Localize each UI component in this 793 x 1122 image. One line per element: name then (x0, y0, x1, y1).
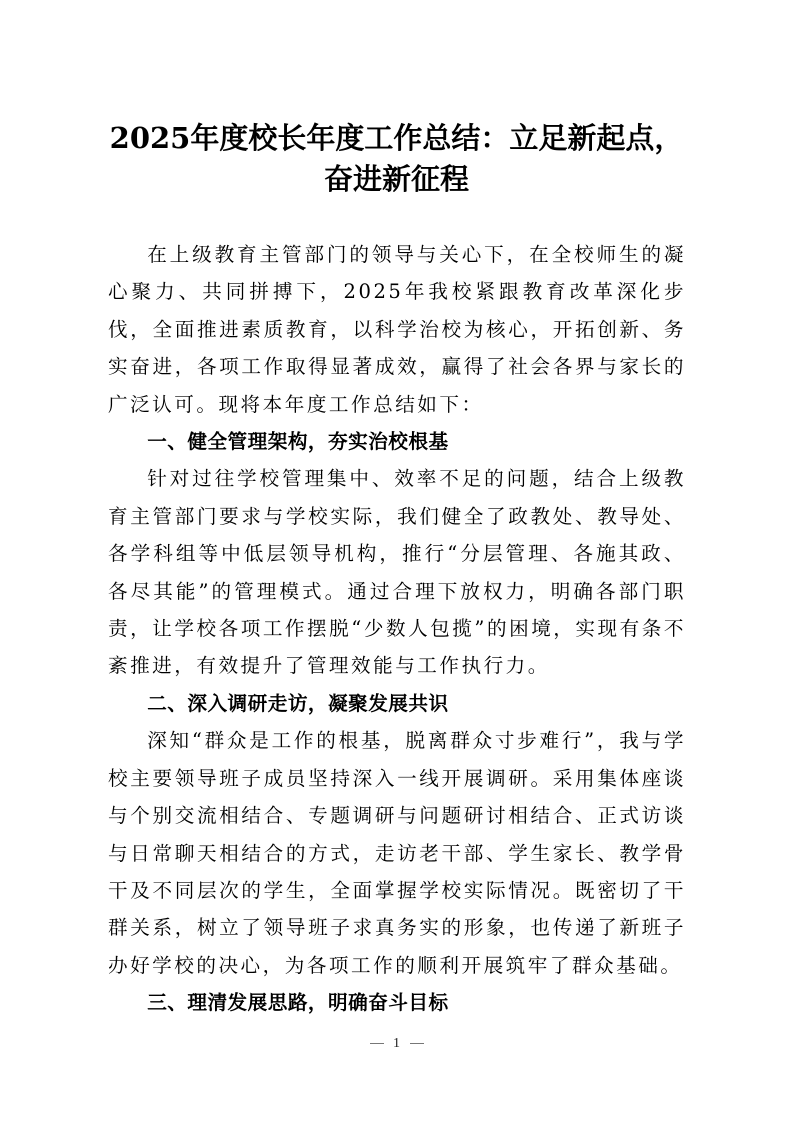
title-line-2: 奋进新征程 (323, 162, 469, 196)
section-paragraph-2: 深知“群众是工作的根基，脱离群众寸步难行”，我与学校主要领导班子成员坚持深入一线开展调研。采用集体座谈与个别交流相结合、专题调研与问题研讨相结合、正式访谈与日常聊天相结合的方式，走访老干部、学生家长、教学骨干及不同层次的学生，全面掌握学校实际情况。既密切了干群关系，树立了领导班子求真务实的形象，也传递了新班子办好学校的决心，为各项工作的顺利开展筑牢了群众基础。 (108, 729, 686, 977)
section-heading-2: 二、深入调研走访，凝聚发展共识 (147, 691, 449, 715)
section-paragraph-1: 针对过往学校管理集中、效率不足的问题，结合上级教育主管部门要求与学校实际，我们健全了政教处、教导处、各学科组等中低层领导机构，推行“分层管理、各施其政、各尽其能”的管理模式。通过合理下放权力，明确各部门职责，让学校各项工作摆脱“少数人包揽”的困境，实现有条不紊推进，有效提升了管理效能与工作执行力。 (108, 467, 686, 678)
intro-paragraph: 在上级教育主管部门的领导与关心下，在全校师生的凝心聚力、共同拼搏下，2025年我校紧跟教育改革深化步伐，全面推进素质教育，以科学治校为核心，开拓创新、务实奋进，各项工作取得显著成效，赢得了社会各界与家长的广泛认可。现将本年度工作总结如下： (108, 243, 686, 416)
dash-left (370, 1043, 384, 1044)
dash-right (410, 1043, 424, 1044)
page-number: 1 (393, 1036, 400, 1051)
page-footer (0, 1036, 793, 1052)
document-title (100, 118, 693, 200)
title-line-1: 2025年度校长年度工作总结：立足新起点， (109, 121, 684, 155)
section-heading-1: 一、健全管理架构，夯实治校根基 (147, 430, 449, 454)
document-body (108, 236, 686, 1022)
section-heading-3: 三、理清发展思路，明确奋斗目标 (147, 991, 449, 1015)
